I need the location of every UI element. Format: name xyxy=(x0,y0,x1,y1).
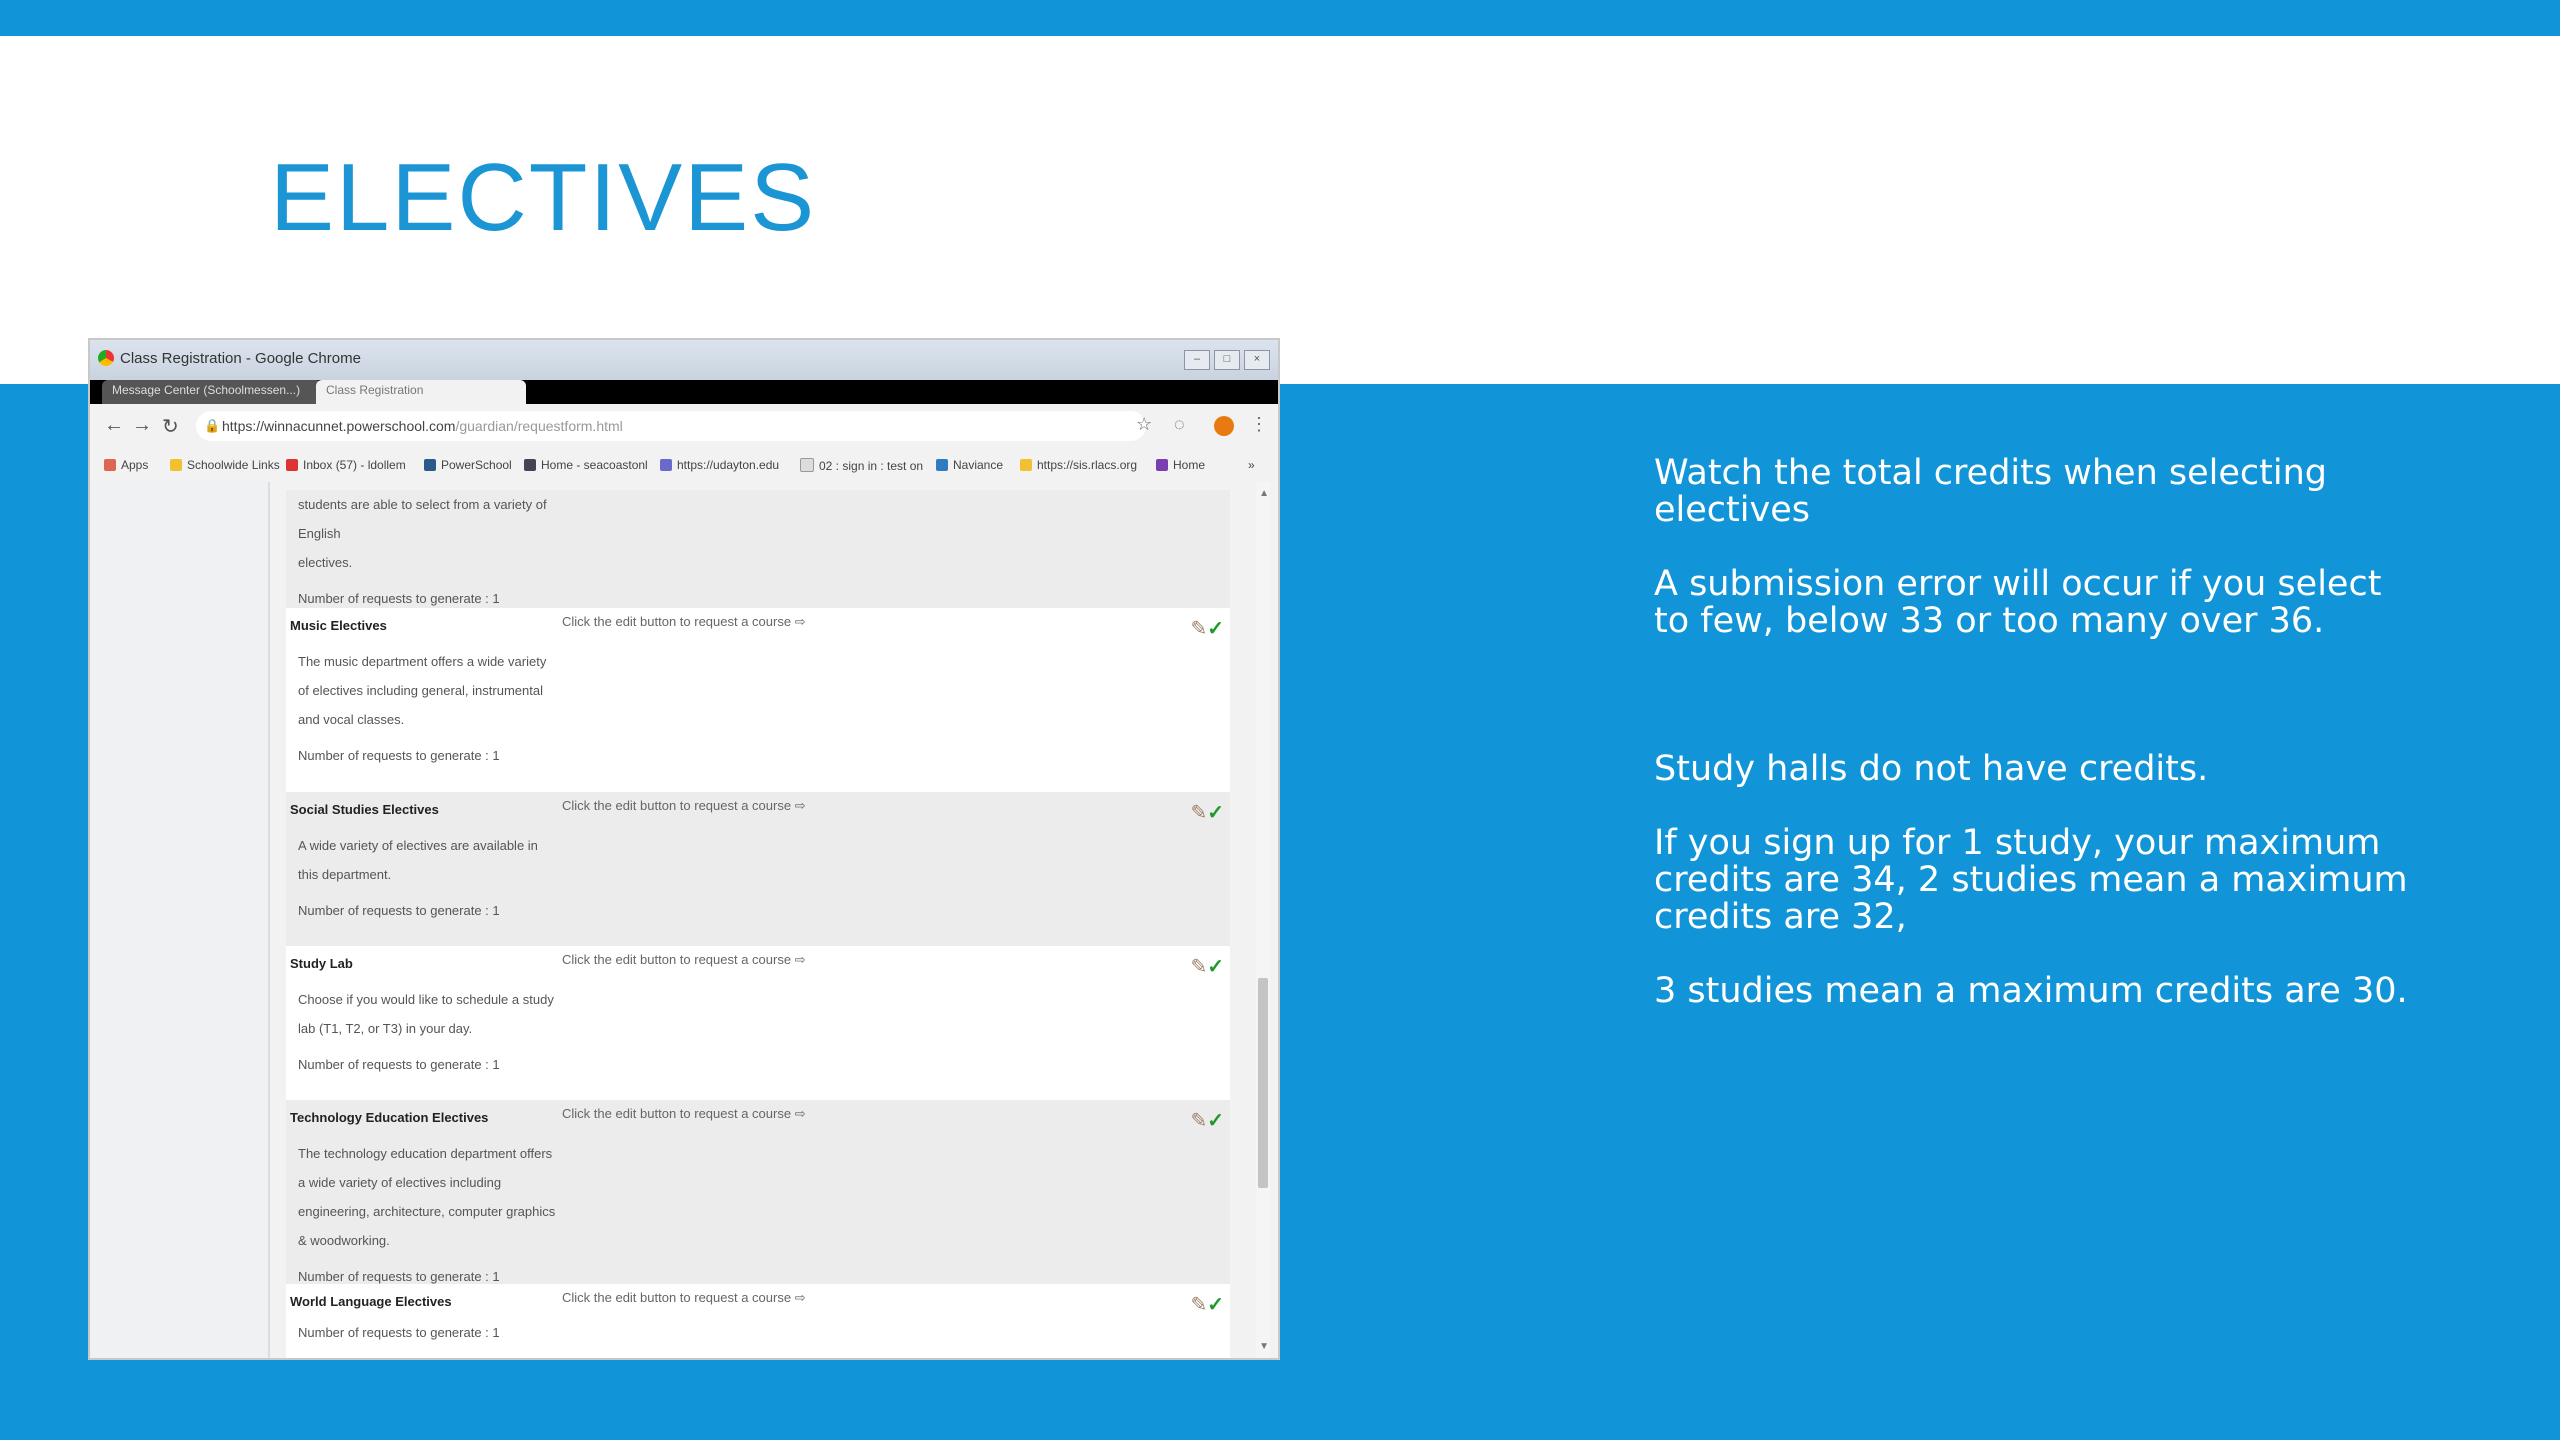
row-actions xyxy=(1190,1108,1224,1133)
edit-icon[interactable]: ✎ xyxy=(1190,618,1208,640)
edit-icon[interactable]: ✎ xyxy=(1190,1110,1208,1132)
window-title: Class Registration - Google Chrome xyxy=(120,350,361,367)
browser-toolbar xyxy=(90,404,1278,449)
row-actions xyxy=(1190,1292,1224,1317)
embedded-browser-screenshot xyxy=(88,338,1280,1360)
checkmark-icon: ✓ xyxy=(1207,802,1224,824)
tab-label: Class Registration xyxy=(326,383,424,397)
row-count: Number of requests to generate : 1 xyxy=(298,903,500,918)
row-description: A wide variety of electives are available in this department. xyxy=(298,838,538,882)
list-item xyxy=(286,792,1230,946)
note-5: 3 studies mean a maximum credits are 30. xyxy=(1654,971,2408,1011)
row-instruction: Click the edit button to request a course ⇨ xyxy=(562,798,806,813)
bookmarks-bar xyxy=(90,448,1278,483)
row-description: The technology education department offers a wide variety of electives including engineering, architecture, computer graphics & woodworking. xyxy=(298,1146,556,1248)
top-accent-stripe xyxy=(0,0,2560,36)
row-course-name: Technology Education Electives xyxy=(290,1110,489,1125)
list-item xyxy=(286,1100,1230,1284)
bookmark-naviance[interactable]: Naviance xyxy=(936,458,1003,472)
url-host: https://winnacunnet.powerschool.com xyxy=(222,418,456,434)
chevron-right-icon[interactable]: » xyxy=(1248,458,1255,472)
note-2: A submission error will occur if you select to few, below 33 or too many over 36. xyxy=(1654,564,2382,641)
row-description: The music department offers a wide variety of electives including general, instrumental and vocal classes. xyxy=(298,654,547,727)
bookmark-home[interactable]: Home xyxy=(1156,458,1205,472)
scroll-down-icon[interactable]: ▼ xyxy=(1259,1341,1269,1352)
bookmark-udayton[interactable]: https://udayton.edu xyxy=(660,458,779,472)
row-actions xyxy=(1190,616,1224,641)
row-course-name: World Language Electives xyxy=(290,1294,452,1309)
row-count: Number of requests to generate : 1 xyxy=(298,748,500,763)
address-bar[interactable] xyxy=(196,411,1146,441)
bookmark-home-seacoast[interactable]: Home - seacoastonl xyxy=(524,458,648,472)
edit-icon[interactable]: ✎ xyxy=(1190,1294,1208,1316)
slide-notes xyxy=(1654,455,2414,1047)
list-item xyxy=(286,946,1230,1100)
bookmark-inbox[interactable]: Inbox (57) - ldollem xyxy=(286,458,406,472)
row-count: Number of requests to generate : 1 xyxy=(298,591,500,606)
tab-message-center[interactable] xyxy=(102,380,322,404)
tab-class-registration[interactable] xyxy=(316,380,526,404)
page-content xyxy=(90,482,1278,1358)
extension-icon[interactable]: ◌ xyxy=(1174,414,1185,434)
reload-icon[interactable]: ↻ xyxy=(162,416,179,438)
row-actions xyxy=(1190,954,1224,979)
kebab-menu-icon[interactable]: ⋮ xyxy=(1250,414,1268,434)
tab-label: Message Center (Schoolmessen...) xyxy=(112,383,301,397)
row-course-name: Social Studies Electives xyxy=(290,802,439,817)
chrome-logo-icon xyxy=(98,350,114,366)
row-instruction: Click the edit button to request a course ⇨ xyxy=(562,1290,806,1305)
checkmark-icon: ✓ xyxy=(1207,1110,1224,1132)
row-count: Number of requests to generate : 1 xyxy=(298,1057,500,1072)
list-item xyxy=(286,608,1230,792)
checkmark-icon: ✓ xyxy=(1207,956,1224,978)
row-course-name: Music Electives xyxy=(290,618,387,633)
left-nav-panel xyxy=(90,482,270,1358)
close-button[interactable]: × xyxy=(1244,350,1270,370)
checkmark-icon: ✓ xyxy=(1207,618,1224,640)
note-1: Watch the total credits when selecting electives xyxy=(1654,453,2327,530)
url-path: /guardian/requestform.html xyxy=(455,418,623,434)
row-count: Number of requests to generate : 1 xyxy=(298,1269,500,1284)
star-icon[interactable]: ☆ xyxy=(1136,414,1153,434)
window-titlebar xyxy=(90,340,1278,380)
checkmark-icon: ✓ xyxy=(1207,1294,1224,1316)
scroll-up-icon[interactable]: ▲ xyxy=(1259,488,1269,499)
arrow-right-icon[interactable]: → xyxy=(132,414,152,436)
row-count: Number of requests to generate : 1 xyxy=(298,1325,500,1340)
row-actions xyxy=(1190,800,1224,825)
tab-strip xyxy=(90,380,1278,404)
note-3: Study halls do not have credits. xyxy=(1654,749,2209,789)
row-desc-line: electives. xyxy=(298,555,353,570)
slide-title: ELECTIVES xyxy=(270,144,817,251)
row-description: Choose if you would like to schedule a study lab (T1, T2, or T3) in your day. xyxy=(298,992,554,1036)
bookmark-apps[interactable]: Apps xyxy=(104,458,148,472)
bookmark-schoolwide-links[interactable]: Schoolwide Links xyxy=(170,458,280,472)
course-request-list xyxy=(286,482,1230,1358)
edit-icon[interactable]: ✎ xyxy=(1190,802,1208,824)
note-4: If you sign up for 1 study, your maximum credits are 34, 2 studies mean a maximum credits are 32, xyxy=(1654,823,2408,937)
bookmark-powerschool[interactable]: PowerSchool xyxy=(424,458,512,472)
maximize-button[interactable]: □ xyxy=(1214,350,1240,370)
arrow-left-icon[interactable]: ← xyxy=(104,414,124,436)
profile-avatar[interactable] xyxy=(1214,416,1234,436)
row-instruction: Click the edit button to request a course ⇨ xyxy=(562,952,806,967)
bookmark-sis[interactable]: https://sis.rlacs.org xyxy=(1020,458,1137,472)
row-desc-line: students are able to select from a variety of English xyxy=(298,497,547,541)
lock-icon: 🔒 xyxy=(204,418,221,433)
scrollbar-thumb[interactable] xyxy=(1258,978,1268,1188)
scrollbar[interactable] xyxy=(1256,482,1270,1358)
row-instruction: Click the edit button to request a course ⇨ xyxy=(562,1106,806,1121)
row-instruction: Click the edit button to request a course ⇨ xyxy=(562,614,806,629)
bookmark-sign-in[interactable]: 02 : sign in : test on xyxy=(800,458,923,473)
window-controls xyxy=(1184,350,1270,370)
list-item xyxy=(286,1284,1230,1358)
edit-icon[interactable]: ✎ xyxy=(1190,956,1208,978)
list-item xyxy=(286,490,1230,608)
minimize-button[interactable]: – xyxy=(1184,350,1210,370)
row-course-name: Study Lab xyxy=(290,956,353,971)
